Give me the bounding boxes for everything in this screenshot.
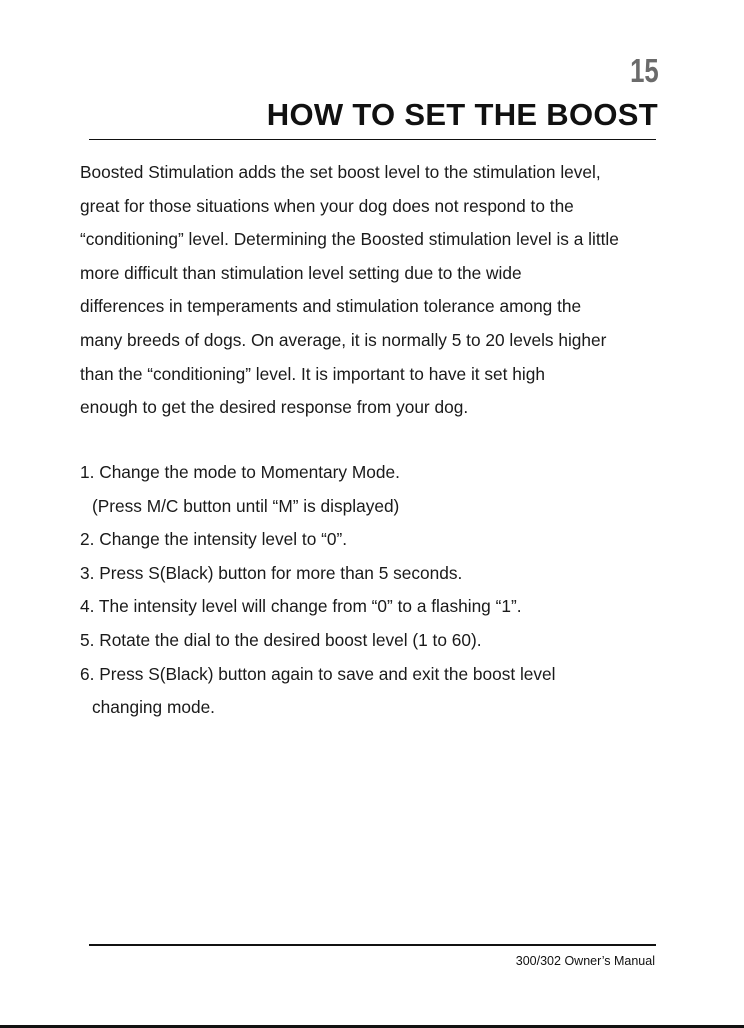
step-item: 5. Rotate the dial to the desired boost level (1 to 60). — [80, 629, 482, 650]
page-number: 15 — [630, 52, 659, 89]
step-item: 3. Press S(Black) button for more than 5 seconds. — [80, 562, 463, 583]
intro-line: great for those situations when your dog does not respond to the — [80, 195, 574, 216]
title-divider — [89, 139, 656, 140]
intro-line: “conditioning” level. Determining the Boosted stimulation level is a little — [80, 229, 619, 250]
intro-line: Boosted Stimulation adds the set boost level to the stimulation level, — [80, 162, 601, 182]
intro-line: enough to get the desired response from your dog. — [80, 397, 469, 418]
footer-text: 300/302 Owner’s Manual — [515, 954, 655, 968]
intro-line: many breeds of dogs. On average, it is normally 5 to 20 levels higher — [80, 329, 607, 350]
intro-line: than the “conditioning” level. It is important to have it set high — [80, 363, 545, 384]
intro-paragraph — [80, 156, 680, 425]
intro-line: differences in temperaments and stimulation tolerance among the — [80, 296, 582, 317]
step-item: 1. Change the mode to Momentary Mode. — [80, 462, 400, 482]
intro-line: more difficult than stimulation level setting due to the wide — [80, 262, 522, 283]
step-item-note: (Press M/C button until “M” is displayed) — [92, 495, 400, 516]
step-item: 2. Change the intensity level to “0”. — [80, 529, 348, 550]
page-title: HOW TO SET THE BOOST — [266, 97, 658, 132]
step-item-continuation: changing mode. — [92, 697, 215, 718]
steps-list — [80, 456, 680, 725]
step-item: 6. Press S(Black) button again to save and exit the boost level — [80, 663, 556, 684]
footer-divider — [89, 944, 656, 946]
step-item: 4. The intensity level will change from “0” to a flashing “1”. — [80, 596, 522, 617]
